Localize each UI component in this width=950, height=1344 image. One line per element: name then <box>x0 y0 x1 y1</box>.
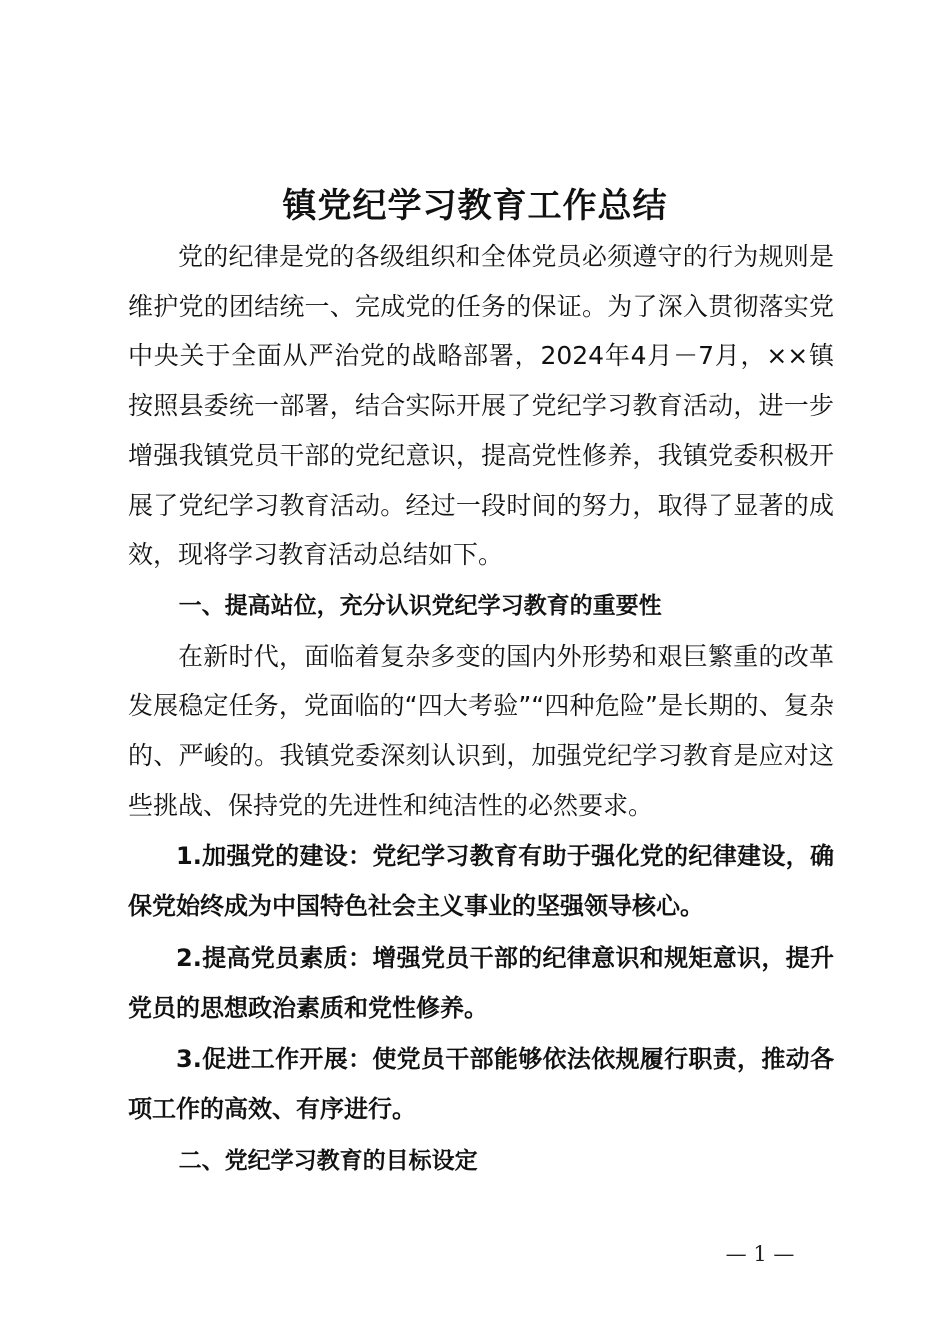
section-1-point-2: 2.提高党员素质：增强党员干部的纪律意识和规矩意识，提升党员的思想政治素质和党性修养。 <box>128 943 834 1022</box>
page-number: — 1 — <box>725 1242 795 1266</box>
document-body <box>128 232 834 1186</box>
section-1-point-1: 1.加强党的建设：党纪学习教育有助于强化党的纪律建设，确保党始终成为中国特色社会主义事业的坚强领导核心。 <box>128 842 834 921</box>
section-1-heading: 一、提高站位，充分认识党纪学习教育的重要性 <box>178 592 662 619</box>
intro-paragraph: 党的纪律是党的各级组织和全体党员必须遵守的行为规则是维护党的团结统一、完成党的任务的保证。为了深入贯彻落实党中央关于全面从严治党的战略部署，2024年4月－7月，××镇按照县委统一部署，结合实际开展了党纪学习教育活动，进一步增强我镇党员干部的党纪意识，提高党性修养，我镇党委积极开展了党纪学习教育活动。经过一段时间的努力，取得了显著的成效，现将学习教育活动总结如下。 <box>128 242 834 570</box>
section-2-heading: 二、党纪学习教育的目标设定 <box>178 1147 478 1174</box>
section-1-point-3: 3.促进工作开展：使党员干部能够依法依规履行职责，推动各项工作的高效、有序进行。 <box>128 1045 834 1123</box>
section-1-paragraph: 在新时代，面临着复杂多变的国内外形势和艰巨繁重的改革发展稳定任务，党面临的“四大考验”“四种危险”是长期的、复杂的、严峻的。我镇党委深刻认识到，加强党纪学习教育是应对这些挑战、保持党的先进性和纯洁性的必然要求。 <box>128 641 834 820</box>
document-title: 镇党纪学习教育工作总结 <box>282 186 668 226</box>
